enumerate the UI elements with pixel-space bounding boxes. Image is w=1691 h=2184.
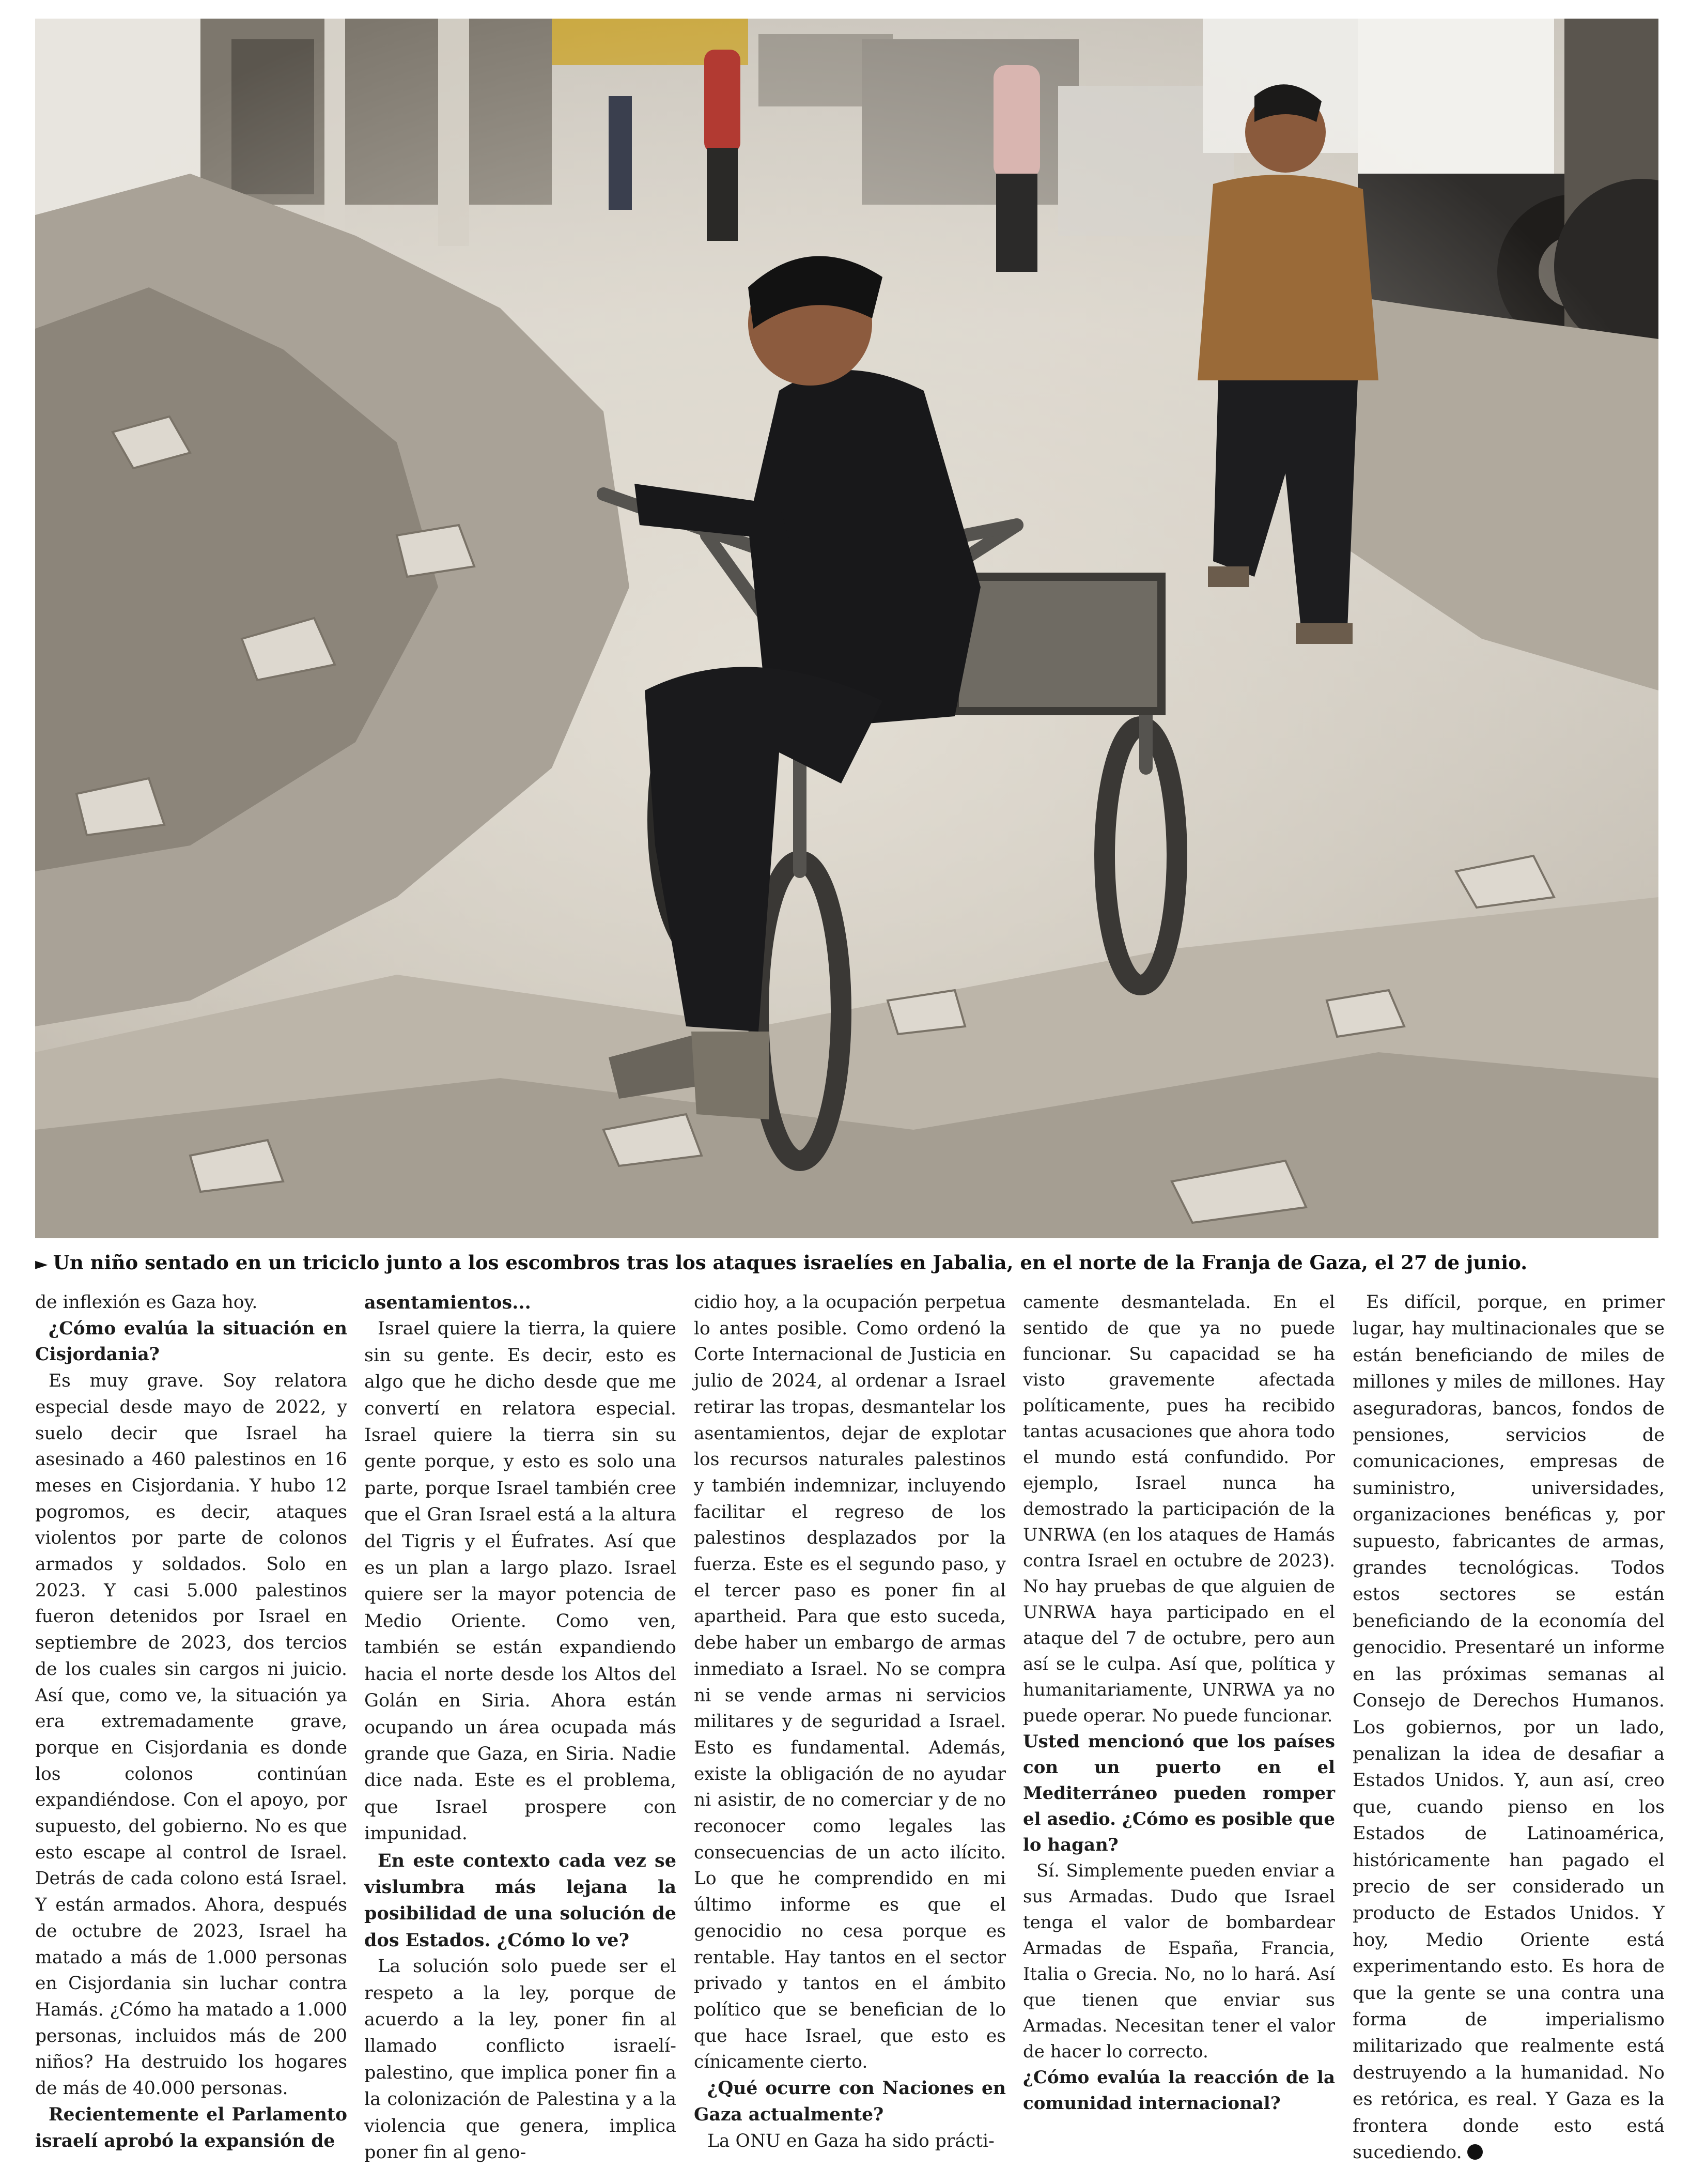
article-column-1	[35, 1289, 347, 2168]
interview-question: Recientemente el Parlamento israelí aprobó la expansión de	[35, 2104, 347, 2151]
article-column-3	[694, 1289, 1006, 2168]
interview-question: Usted mencionó que los países con un puerto en el Mediterráneo pueden romper el asedio. ¿Cómo es posible que lo hagan?	[1023, 1731, 1335, 1855]
caption-arrow-icon: ►	[35, 1254, 48, 1273]
interview-question: ¿Qué ocurre con Naciones en Gaza actualmente?	[694, 2078, 1006, 2125]
caption-text: Un niño sentado en un triciclo junto a los escombros tras los ataques israelíes en Jabalia, en el norte de la Franja de Gaza, el 27 de junio.	[53, 1251, 1528, 1274]
answer-paragraph: de inflexión es Gaza hoy.	[35, 1292, 258, 1313]
end-of-article-icon	[1467, 2144, 1483, 2160]
answer-paragraph: Israel quiere la tierra, la quiere sin su gente. Es decir, esto es algo que he dicho desde que me convertí en relatora especial. Israel quiere la tierra sin su gente porque, y esto es solo una parte, porque Israel también cree que el Gran Israel está a la altura del Tigris y el Éufrates. Así que es un plan a largo plazo. Israel quiere ser la mayor potencia de Medio Oriente. Como ven, también se están expandiendo hacia el norte desde los Altos del Golán en Siria. Ahora están ocupando un área ocupada más grande que Gaza, en Siria. Nadie dice nada. Este es el problema, que Israel prospere con impunidad.	[364, 1318, 676, 1844]
interview-question: ¿Cómo evalúa la situación en Cisjordania?	[35, 1318, 347, 1365]
interview-question: En este contexto cada vez se vislumbra más lejana la posibilidad de una solución de dos Estados. ¿Cómo lo ve?	[364, 1850, 676, 1951]
answer-paragraph	[1353, 1289, 1665, 2166]
interview-question: ¿Cómo evalúa la reacción de la comunidad internacional?	[1023, 2067, 1335, 2114]
article-column-4	[1023, 1289, 1335, 2168]
photo-caption	[35, 1244, 1658, 1281]
interview-question: asentamientos...	[364, 1292, 531, 1313]
answer-text: Es difícil, porque, en primer lugar, hay multinacionales que se están beneficiando de miles de millones y miles de millones. Hay aseguradoras, bancos, fondos de pensiones, servicios de comunicaciones, empresas de suministro, universidades, organizaciones benéficas y, por supuesto, fabricantes de armas, grandes tecnológicas. Todos estos sectores se están beneficiando de la economía del genocidio. Presentaré un informe en las próximas semanas al Consejo de Derechos Humanos. Los gobiernos, por un lado, penalizan la idea de desafiar a Estados Unidos. Y, aun así, creo que, cuando pienso en los Estados de Latinoamérica, históricamente han pagado el precio de ser considerado un producto de Estados Unidos. Y hoy, Medio Oriente está experimentando esto. Es hora de que la gente se una contra una forma de imperialismo militarizado que realmente está destruyendo a la humanidad. No es retórica, es real. Y Gaza es la frontera donde esto está sucediendo.	[1353, 1292, 1665, 2163]
answer-paragraph: La ONU en Gaza ha sido prácti-	[707, 2130, 995, 2151]
answer-paragraph: Sí. Simplemente pueden enviar a sus Armadas. Dudo que Israel tenga el valor de bombardear Armadas de España, Francia, Italia o Grecia. No, no lo hará. Así que tienen que enviar sus Armadas. Necesitan tener el valor de hacer lo correcto.	[1023, 1860, 1335, 2062]
answer-paragraph: camente desmantelada. En el sentido de que ya no puede funcionar. Su capacidad se ha visto gravemente afectada políticamente, pues ha recibido tantas acusaciones que ahora todo el mundo está confundido. Por ejemplo, Israel nunca ha demostrado la participación de la UNRWA (en los ataques de Hamás contra Israel en octubre de 2023). No hay pruebas de que alguien de UNRWA haya participado en el ataque del 7 de octubre, pero aun así se le culpa. Así que, política y humanitariamente, UNRWA ya no puede operar. No puede funcionar.	[1023, 1292, 1335, 1726]
article-column-5	[1353, 1289, 1665, 2168]
answer-paragraph: Es muy grave. Soy relatora especial desde mayo de 2022, y suelo decir que Israel ha asesinado a 460 palestinos en 16 meses en Cisjordania. Y hubo 12 pogromos, es decir, ataques violentos por parte de colonos armados y soldados. Solo en 2023. Y casi 5.000 palestinos fueron detenidos por Israel en septiembre de 2023, dos tercios de los cuales sin cargos ni juicio. Así que, como ve, la situación ya era extremadamente grave, porque en Cisjordania es donde los colonos continúan expandiéndose. Con el apoyo, por supuesto, del gobierno. No es que esto escape al control de Israel. Detrás de cada colono está Israel. Y están armados. Ahora, después de octubre de 2023, Israel ha matado a más de 1.000 personas en Cisjordania sin luchar contra Hamás. ¿Cómo ha matado a 1.000 personas, incluidos más de 200 niños? Ha destruido los hogares de más de 40.000 personas.	[35, 1371, 347, 2099]
answer-paragraph: La solución solo puede ser el respeto a la ley, porque de acuerdo a la ley, poner fin al llamado conflicto israelí-palestino, que implica poner fin a la colonización de Palestina y a la violencia que genera, implica poner fin al geno-	[364, 1956, 676, 2163]
answer-paragraph: cidio hoy, a la ocupación perpetua lo antes posible. Como ordenó la Corte Internacional de Justicia en julio de 2024, al ordenar a Israel retirar las tropas, desmantelar los asentamientos, dejar de explotar los recursos naturales palestinos y también indemnizar, incluyendo facilitar el regreso de los palestinos desplazados por la fuerza. Este es el segundo paso, y el tercer paso es poner fin al apartheid. Para que esto suceda, debe haber un embargo de armas inmediato a Israel. No se compra ni se vende armas ni servicios militares y de seguridad a Israel. Esto es fundamental. Además, existe la obligación de no ayudar ni asistir, de no comerciar y de no reconocer como legales las consecuencias de un acto ilícito. Lo que he comprendido en mi último informe es que el genocidio no cesa porque es rentable. Hay tantos en el sector privado y tantos en el ámbito político que se benefician de lo que hace Israel, que esto es cínicamente cierto.	[694, 1292, 1006, 2073]
news-photo	[35, 19, 1658, 1238]
article-column-2	[364, 1289, 676, 2168]
